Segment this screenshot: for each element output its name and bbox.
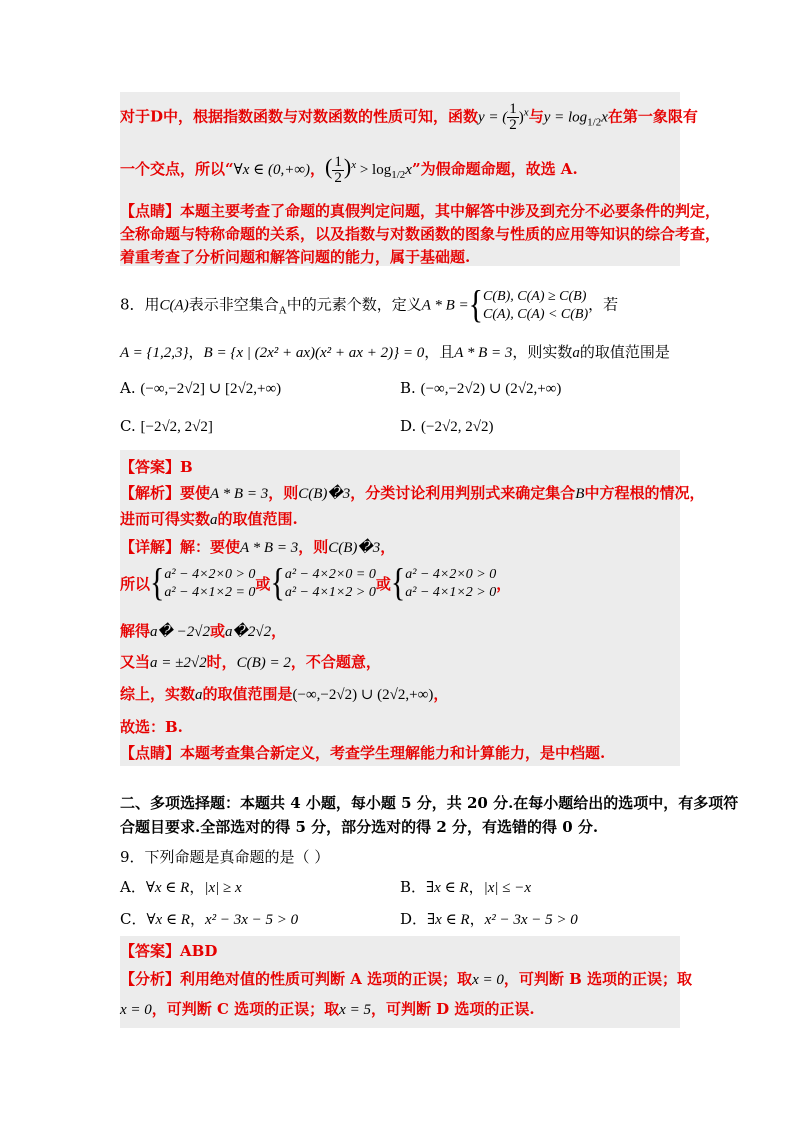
prev-solution-line-2 [120, 154, 578, 186]
math-x: x [601, 109, 608, 126]
math-exp: x [351, 159, 357, 171]
q8-jiede-line: 解得a� −2√2或a�2√2， [120, 622, 287, 640]
math-A-set: A = {1,2,3} [120, 345, 189, 361]
answer-9-block [120, 936, 692, 1028]
text: ，若 [588, 295, 619, 314]
question-9 [120, 846, 680, 936]
q8-option-b[interactable]: B. (−∞,−2√2) ∪ (2√2,+∞) [400, 379, 562, 397]
dianjing-line-1: 【点睛】本题主要考查了命题的真假判定问题，其中解答中涉及到充分不必要条件的判定， [120, 202, 721, 220]
math-paren: ) [343, 154, 352, 179]
math-log: y = log [543, 109, 588, 126]
q8-jiexi-line-1: 【解析】要使A * B = 3，则C(B)�3，分类讨论利用判别式来确定集合B中方程根的情况， [120, 484, 705, 502]
q9-option-c[interactable]: C．∀x ∈ R，x² − 3x − 5 > 0 [120, 910, 299, 928]
dianjing-line-2: 全称命题与特称命题的关系，以及指数与对数函数的图象与性质的应用等知识的综合考查， [120, 225, 721, 243]
math-a: a [572, 345, 580, 361]
math-forall: ∀x ∈ (0,+∞) [233, 162, 311, 178]
math-log-base: 1/2 [391, 169, 406, 181]
system-2: a² − 4×2×0 = 0 a² − 4×1×2 > 0 [284, 567, 376, 600]
question-8 [120, 278, 680, 438]
q9-fenxi-line-2: x = 0，可判断 C 选项的正误；取x = 5，可判断 D 选项的正误. [120, 1000, 535, 1018]
q9-option-d[interactable]: D．∃x ∈ R，x² − 3x − 5 > 0 [400, 910, 578, 928]
math-def: A * B = [421, 297, 469, 314]
q9-answer: 【答案】ABD [120, 942, 218, 960]
q8-youdang-line: 又当a = ±2√2时，C(B) = 2，不合题意， [120, 653, 381, 671]
brace: { [270, 561, 285, 605]
q8-option-d[interactable]: D. (−2√2, 2√2) [400, 417, 494, 435]
section-2-line-1: 二、多项选择题：本题共 4 小题，每小题 5 分，共 20 分.在每小题给出的选项中，有多项符 [120, 794, 739, 812]
brace: { [150, 561, 165, 605]
brace: { [390, 561, 406, 605]
q8-systems-line: 所以{ a² − 4×2×0 > 0 a² − 4×1×2 = 0 或{ a² − 4×2×0 = 0 a² − 4×1×2 > 0 或{ a² − 4×2×0 > 0 a² − 4×1×2 > 0 ， [120, 561, 512, 605]
prev-solution-block [120, 92, 721, 266]
system-1: a² − 4×2×0 > 0 a² − 4×1×2 = 0 [164, 567, 256, 600]
q8-jiexi-line-2: 进而可得实数a的取值范围. [120, 510, 298, 528]
text: 中的元素个数，定义 [286, 295, 422, 314]
prev-solution-line-1 [120, 102, 698, 133]
math-CA: C(A) [159, 297, 189, 314]
q8-xiangjie-line: 【详解】解：要使A * B = 3，则C(B)�3， [120, 538, 396, 556]
text: ”为假命题命题，故选 A. [411, 160, 578, 178]
math-paren: ( [325, 154, 333, 179]
q8-option-a[interactable]: A. (−∞,−2√2] ∪ [2√2,+∞) [120, 379, 282, 397]
text: ， [310, 160, 326, 178]
fraction-half: $\frac{1}{2}$ [334, 153, 342, 186]
math-x: x [405, 162, 412, 178]
math-log: > log [356, 162, 392, 178]
math-cond: A * B = 3 [454, 345, 513, 361]
text: 与 [528, 107, 544, 126]
q8-guxuan-line: 故选：B. [120, 718, 183, 736]
piecewise: C(B), C(A) ≥ C(B) C(A), C(A) < C(B) [483, 289, 589, 322]
math-log-base: 1/2 [587, 116, 602, 129]
math-B-set: B = {x | (2x² + ax)(x² + ax + 2)} = 0 [203, 345, 425, 361]
q9-option-a[interactable]: A．∀x ∈ R，|x| ≥ x [120, 878, 242, 896]
text: 在第一象限有 [607, 107, 698, 126]
brace: { [468, 283, 484, 327]
q8-answer: 【答案】B [120, 458, 193, 476]
system-3: a² − 4×2×0 > 0 a² − 4×1×2 > 0 [405, 567, 497, 600]
fraction-half: $\frac{1}{2}$ [509, 101, 517, 133]
q8-option-c[interactable]: C. [−2√2, 2√2] [120, 417, 213, 435]
text: 对于D中，根据指数函数与对数函数的性质可知，函数 [120, 107, 479, 126]
answer-8-block [120, 450, 705, 766]
section-2-heading [120, 792, 739, 842]
text: 表示非空集合 [188, 295, 279, 314]
q9-stem: 9．下列命题是真命题的是（ ） [120, 848, 330, 866]
text: 一个交点，所以“ [120, 160, 234, 178]
dianjing-line-3: 着重考查了分析问题和解答问题的能力，属于基础题. [120, 248, 471, 266]
math-paren: ) [518, 109, 524, 126]
q8-stem-line-1 [120, 283, 619, 327]
q8-stem-line-2: A = {1,2,3}，B = {x | (2x² + ax)(x² + ax + 2)} = 0，且A * B = 3，则实数a的取值范围是 [120, 343, 670, 361]
question-number: 8．用 [120, 295, 160, 314]
math-exp: x [523, 106, 529, 119]
math-A: A [278, 304, 287, 317]
math-y: y = ( [478, 109, 508, 126]
q9-fenxi-line-1: 【分析】利用绝对值的性质可判断 A 选项的正误；取x = 0，可判断 B 选项的正误；取 [120, 970, 692, 988]
section-2-line-2: 合题目要求.全部选对的得 5 分，部分选对的得 2 分，有选错的得 0 分. [120, 818, 599, 836]
q8-zongshang-line: 综上，实数a的取值范围是(−∞,−2√2) ∪ (2√2,+∞)， [120, 685, 449, 703]
q8-dianjing-line: 【点睛】本题考查集合新定义，考查学生理解能力和计算能力，是中档题. [120, 744, 606, 762]
q9-option-b[interactable]: B．∃x ∈ R，|x| ≤ −x [400, 878, 532, 896]
